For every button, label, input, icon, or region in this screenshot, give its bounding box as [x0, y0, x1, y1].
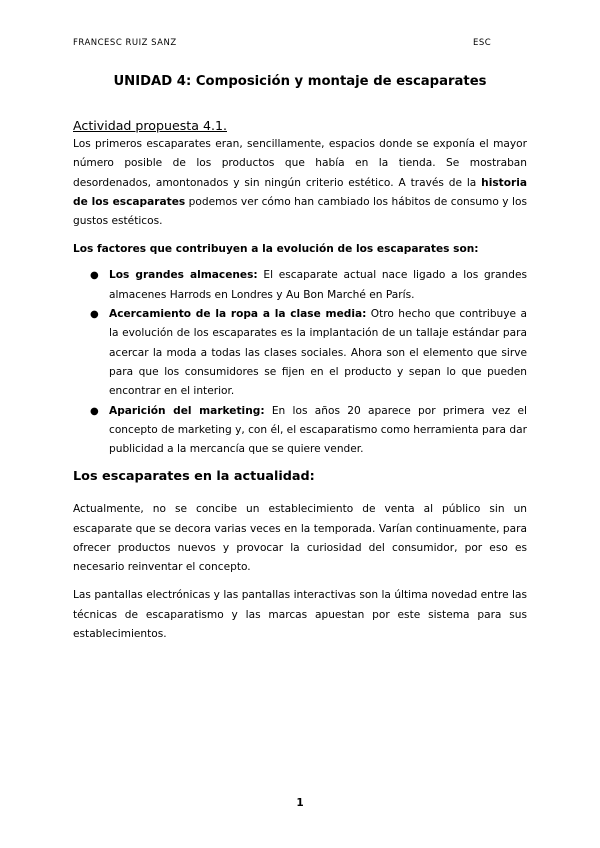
- current-paragraph-1: Actualmente, no se concibe un establecimiento de venta al público sin un escaparate que se decora varias veces en la temporada. Varían continuamente, para ofrecer productos nuevos y provocar la curiosidad del consumidor, por eso es necesario reinventar el concepto.: [73, 503, 527, 574]
- list-item: [90, 305, 527, 401]
- list-item-label: Acercamiento de la ropa a la clase media:: [109, 308, 367, 321]
- intro-bold-text: historia de los escaparates: [73, 176, 527, 208]
- intro-paragraph: [73, 135, 527, 231]
- header-code: ESC: [473, 38, 492, 48]
- factors-list: [73, 266, 527, 459]
- bullet-icon: ●: [90, 309, 99, 321]
- header-author: FRANCESC RUIZ SANZ: [73, 38, 177, 48]
- bullet-icon: ●: [90, 405, 99, 417]
- intro-text-part1: Los primeros escaparates eran, sencillamente, espacios donde se exponía el mayor número posible de los productos que había en la tienda. Se mostraban desordenados, amontonados y sin ningún criterio estético. A través de la: [73, 138, 527, 189]
- page-number: 1: [296, 797, 304, 809]
- list-item-text: El escaparate actual nace ligado a los grandes almacenes Harrods en Londres y Au Bon Marché en París.: [109, 269, 528, 301]
- activity-title: Actividad propuesta 4.1.: [73, 118, 227, 133]
- list-item: [90, 402, 527, 460]
- list-item: [90, 266, 528, 305]
- list-item-label: Los grandes almacenes:: [109, 269, 258, 282]
- current-paragraph-2: Las pantallas electrónicas y las pantallas interactivas son la última novedad entre las técnicas de escaparatismo y las marcas apuestan por este sistema para sus establecimientos.: [73, 589, 527, 641]
- list-item-text: Otro hecho que contribuye a la evolución de los escaparates es la implantación de un tallaje estándar para acercar la moda a todas las clases sociales. Ahora son el elemento que sirve para que los consumidores se fijen en el producto y sepan lo que pueden encontrar en el interior.: [109, 308, 527, 398]
- list-item-text: En los años 20 aparece por primera vez el concepto de marketing y, con él, el escaparatismo como herramienta para dar publicidad a la mercancía que se quiere vender.: [109, 404, 527, 456]
- page-title: UNIDAD 4: Composición y montaje de escaparates: [113, 74, 487, 89]
- section-heading: Los escaparates en la actualidad:: [73, 469, 315, 485]
- intro-text-part2: podemos ver cómo han cambiado los hábitos de consumo y los gustos estéticos.: [73, 195, 527, 228]
- document-body: [73, 117, 527, 644]
- factors-heading: Los factores que contribuyen a la evolución de los escaparates son:: [73, 243, 479, 256]
- list-item-label: Aparición del marketing:: [109, 404, 265, 417]
- bullet-icon: ●: [90, 270, 99, 282]
